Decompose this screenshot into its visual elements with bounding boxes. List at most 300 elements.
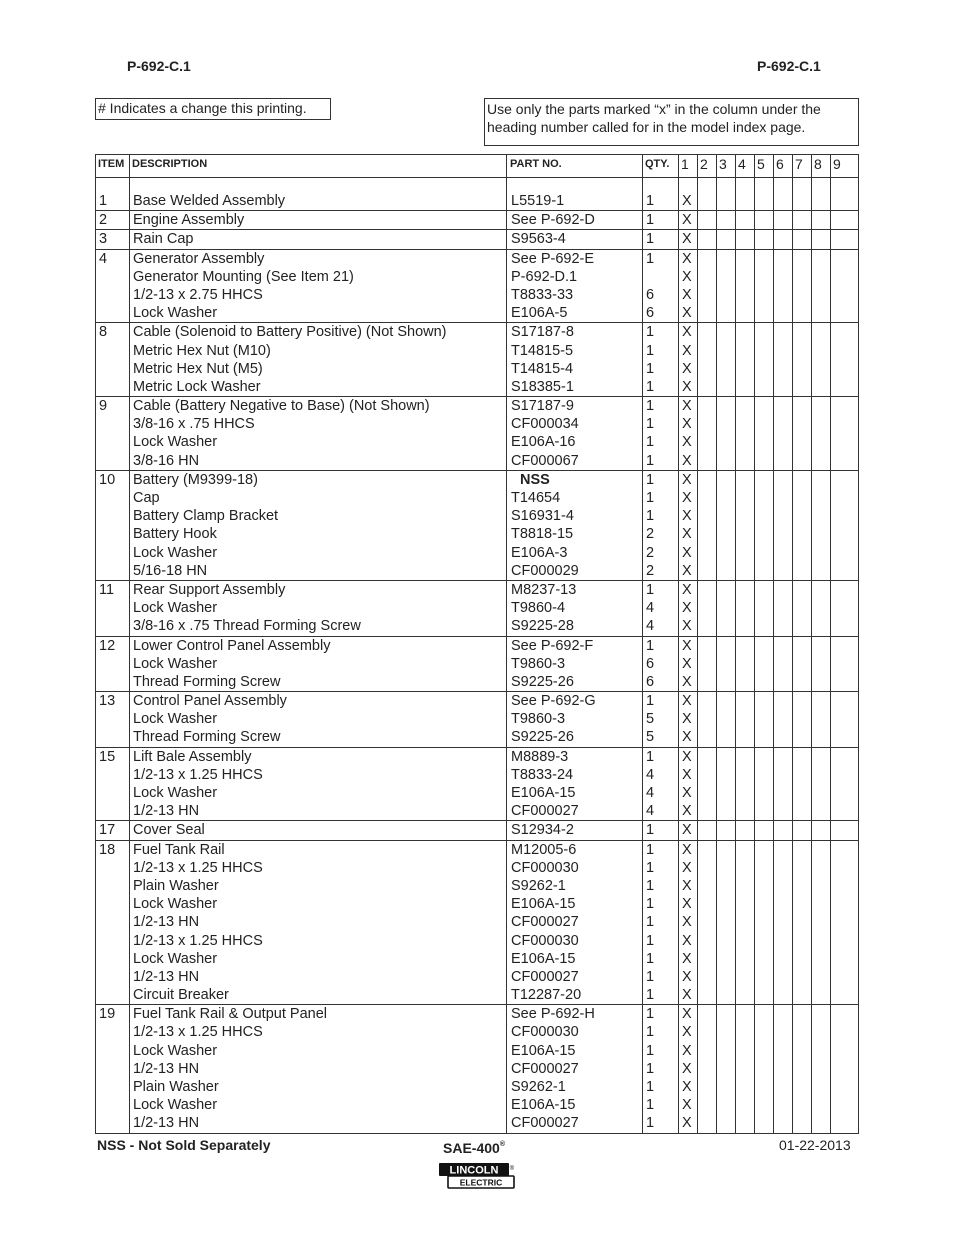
item-number: 8 [99,324,108,341]
item-number: 2 [99,212,108,229]
table-row [96,304,858,322]
item-description: Cover Seal [133,822,205,839]
table-row [96,968,858,986]
part-number: S17187-9 [511,398,574,415]
item-description: 5/16-18 HN [133,562,208,579]
model-1-mark: X [682,932,692,949]
quantity: 1 [646,748,655,765]
part-number: T8833-24 [511,766,574,783]
model-1-mark: X [682,950,692,967]
part-number: CF000027 [511,803,579,820]
item-number: 3 [99,231,108,248]
quantity: 1 [646,859,655,876]
item-description: Lock Washer [133,785,218,801]
item-description: 3/8-16 x .75 HHCS [133,416,255,433]
model-1-mark: X [682,841,692,858]
item-number: 4 [99,250,108,267]
quantity: 6 [646,655,655,672]
model-1-mark: X [682,987,692,1004]
table-row [96,1042,858,1060]
part-number: E106A-16 [511,434,576,451]
model-1-mark: X [682,600,692,617]
item-description: Cable (Battery Negative to Base) (Not Shown) [133,398,430,415]
item-group [96,821,858,840]
model-1-mark: X [682,398,692,415]
table-row [96,1005,858,1023]
item-group [96,230,858,249]
item-group [96,748,858,822]
model-column-header: 9 [833,156,841,172]
item-description: Lock Washer [133,950,218,967]
part-number: See P-692-G [511,693,596,710]
item-number: 11 [99,581,115,598]
parts-table [95,154,859,1134]
item-description: 1/2-13 HN [133,914,200,931]
table-row [96,784,858,802]
table-row [96,192,858,210]
item-description: Metric Hex Nut (M10) [133,342,271,359]
model-column-header: 6 [776,156,784,172]
part-number: See P-692-D [511,212,595,229]
part-number: CF000027 [511,968,579,985]
quantity: 1 [646,360,655,377]
item-description: Lift Bale Assembly [133,748,252,765]
model-1-mark: X [682,896,692,913]
item-description: 3/8-16 x .75 Thread Forming Screw [133,618,361,635]
quantity: 1 [646,490,655,506]
item-description: Control Panel Assembly [133,693,287,710]
item-description: Lower Control Panel Assembly [133,637,331,654]
model-1-mark: X [682,1079,692,1095]
part-number: S17187-8 [511,324,574,341]
item-description: Lock Washer [133,711,218,728]
table-row [96,859,858,877]
quantity: 1 [646,822,655,839]
lincoln-electric-logo [438,1162,516,1190]
model-1-mark: X [682,342,692,359]
part-number: CF000030 [511,1024,579,1041]
table-row [96,525,858,543]
model-1-mark: X [682,859,692,876]
model-1-mark: X [682,766,692,783]
table-row [96,617,858,635]
quantity: 1 [646,896,655,913]
table-row [96,710,858,728]
model-column-header: 8 [814,156,822,172]
model-1-mark: X [682,490,692,506]
model-1-mark: X [682,1097,692,1114]
item-description: Battery Hook [133,526,217,543]
table-row [96,1114,858,1132]
model-1-mark: X [682,562,692,579]
quantity: 6 [646,305,655,322]
quantity: 1 [646,1060,655,1077]
part-number: E106A-5 [511,305,568,322]
part-number: E106A-3 [511,544,568,561]
model-1-mark: X [682,305,692,322]
model-1-mark: X [682,581,692,598]
part-number: E106A-15 [511,1097,576,1114]
model-1-mark: X [682,618,692,635]
quantity: 1 [646,1079,655,1095]
header-part-no: PART NO. [510,158,562,170]
item-description: Metric Lock Washer [133,378,261,395]
table-row [96,637,858,655]
model-column-header: 5 [757,156,765,172]
model-1-mark: X [682,637,692,654]
quantity: 4 [646,785,655,801]
item-description: Base Welded Assembly [133,193,286,209]
part-number: S9262-1 [511,877,566,894]
quantity: 4 [646,600,655,617]
model-1-mark: X [682,1042,692,1059]
quantity: 1 [646,637,655,654]
part-number: S12934-2 [511,822,574,839]
part-number: S16931-4 [511,508,574,525]
part-number: S9262-1 [511,1079,566,1095]
quantity: 1 [646,1006,655,1023]
quantity: 1 [646,1115,655,1132]
model-1-mark: X [682,711,692,728]
item-description: Lock Washer [133,434,218,451]
table-row [96,1060,858,1078]
model-column-header: 2 [700,156,708,172]
model-1-mark: X [682,1060,692,1077]
item-group [96,192,858,211]
item-group [96,471,858,581]
model-1-mark: X [682,1115,692,1132]
item-description: Battery Clamp Bracket [133,508,279,525]
item-description: Lock Washer [133,1042,218,1059]
quantity: 1 [646,193,655,209]
table-row [96,821,858,839]
table-row [96,728,858,746]
item-number: 13 [99,693,116,710]
table-row [96,802,858,820]
quantity: 1 [646,877,655,894]
table-row [96,673,858,691]
quantity: 2 [646,544,655,561]
quantity: 1 [646,212,655,229]
model-label: SAE-400 [443,1140,500,1156]
model-1-mark: X [682,378,692,395]
page-code-right: P-692-C.1 [757,58,821,74]
part-number: CF000067 [511,452,579,469]
quantity: 1 [646,231,655,248]
table-row [96,323,858,341]
model-name [443,1140,505,1156]
item-description: Lock Washer [133,305,218,322]
model-1-mark: X [682,914,692,931]
part-number: T9860-3 [511,655,566,672]
table-row [96,342,858,360]
quantity: 1 [646,508,655,525]
header-qty: QTY. [645,158,670,170]
item-description: 1/2-13 HN [133,803,200,820]
usage-note: Use only the parts marked “x” in the column under the heading number called for in the model index page. [484,98,859,146]
model-1-mark: X [682,193,692,209]
model-1-mark: X [682,655,692,672]
part-number: S9563-4 [511,231,566,248]
model-1-mark: X [682,471,692,488]
table-row [96,599,858,617]
item-group [96,397,858,471]
table-row [96,877,858,895]
item-description: 1/2-13 x 1.25 HHCS [133,1024,263,1041]
quantity: 1 [646,1024,655,1041]
table-row [96,841,858,859]
quantity: 1 [646,378,655,395]
part-number: T14815-5 [511,342,574,359]
quantity: 1 [646,1097,655,1114]
item-description: Lock Washer [133,1097,218,1114]
quantity: 4 [646,766,655,783]
item-number: 18 [99,841,116,858]
part-number: E106A-15 [511,1042,576,1059]
item-description: 1/2-13 x 1.25 HHCS [133,859,263,876]
part-number: CF000029 [511,562,579,579]
item-description: Cap [133,490,160,506]
table-row [96,766,858,784]
item-description: Metric Hex Nut (M5) [133,360,263,377]
quantity: 1 [646,324,655,341]
quantity: 1 [646,342,655,359]
table-row [96,268,858,286]
part-number: E106A-15 [511,896,576,913]
table-row [96,748,858,766]
table-row [96,1023,858,1041]
quantity: 1 [646,1042,655,1059]
item-description: Lock Washer [133,655,218,672]
part-number: M8237-13 [511,581,577,598]
quantity: 1 [646,950,655,967]
part-number: S18385-1 [511,378,574,395]
print-date: 01-22-2013 [779,1137,851,1153]
model-1-mark: X [682,526,692,543]
item-number: 9 [99,398,108,415]
part-number: S9225-26 [511,729,574,746]
item-description: 1/2-13 x 1.25 HHCS [133,932,263,949]
part-number: CF000030 [511,932,579,949]
item-description: 1/2-13 x 2.75 HHCS [133,286,263,303]
part-number: E106A-15 [511,950,576,967]
item-group [96,1005,858,1132]
header-description: DESCRIPTION [132,158,208,170]
table-row [96,507,858,525]
quantity: 5 [646,729,655,746]
table-row [96,986,858,1004]
model-1-mark: X [682,877,692,894]
part-number: T8818-15 [511,526,574,543]
model-1-mark: X [682,268,692,285]
change-note: # Indicates a change this printing. [95,98,331,120]
item-number: 15 [99,748,116,765]
part-number: CF000034 [511,416,579,433]
quantity: 6 [646,673,655,690]
quantity: 1 [646,250,655,267]
item-group [96,211,858,230]
table-row [96,250,858,268]
logo-mark: ® [509,1166,515,1172]
table-row [96,397,858,415]
quantity: 1 [646,914,655,931]
model-1-mark: X [682,250,692,267]
item-description: 3/8-16 HN [133,452,200,469]
part-number: T14815-4 [511,360,574,377]
item-description: Rear Support Assembly [133,581,286,598]
part-number: M12005-6 [511,841,577,858]
model-1-mark: X [682,1006,692,1023]
item-number: 12 [99,637,116,654]
item-description: Thread Forming Screw [133,673,281,690]
quantity: 1 [646,452,655,469]
table-row [96,489,858,507]
part-number: See P-692-E [511,250,595,267]
table-row [96,692,858,710]
part-number: CF000030 [511,859,579,876]
part-number: T9860-3 [511,711,566,728]
table-row [96,544,858,562]
quantity: 1 [646,693,655,710]
table-row [96,360,858,378]
item-description: Plain Washer [133,1079,219,1095]
model-1-mark: X [682,434,692,451]
part-number: E106A-15 [511,785,576,801]
item-description: Fuel Tank Rail & Output Panel [133,1006,327,1023]
model-1-mark: X [682,452,692,469]
quantity: 1 [646,434,655,451]
model-1-mark: X [682,212,692,229]
table-row [96,895,858,913]
item-description: Cable (Solenoid to Battery Positive) (Not Shown) [133,324,447,341]
table-body [96,192,858,1133]
part-number: S9225-28 [511,618,574,635]
logo-bottom-text: ELECTRIC [459,1177,503,1188]
quantity: 2 [646,526,655,543]
quantity: 1 [646,987,655,1004]
model-1-mark: X [682,286,692,303]
item-group [96,250,858,324]
item-description: Lock Washer [133,544,218,561]
model-1-mark: X [682,693,692,710]
item-description: Lock Washer [133,896,218,913]
nss-note: NSS - Not Sold Separately [97,1137,271,1153]
table-header [96,155,858,178]
table-row [96,452,858,470]
part-number: NSS [520,471,550,488]
header-item: ITEM [98,158,125,170]
registered-mark: ® [499,1141,505,1148]
model-1-mark: X [682,748,692,765]
table-row [96,415,858,433]
item-description: 1/2-13 x 1.25 HHCS [133,766,263,783]
part-number: T14654 [511,490,561,506]
quantity: 6 [646,286,655,303]
quantity: 1 [646,932,655,949]
item-description: Circuit Breaker [133,987,229,1004]
item-description: Plain Washer [133,877,219,894]
table-row [96,932,858,950]
part-number: CF000027 [511,1060,579,1077]
model-column-header: 7 [795,156,803,172]
model-column-header: 3 [719,156,727,172]
item-description: Generator Mounting (See Item 21) [133,268,354,285]
item-number: 19 [99,1006,116,1023]
quantity: 4 [646,618,655,635]
model-column-header: 4 [738,156,746,172]
table-row [96,230,858,248]
model-1-mark: X [682,803,692,820]
item-description: Generator Assembly [133,250,265,267]
model-1-mark: X [682,673,692,690]
model-1-mark: X [682,324,692,341]
item-group [96,581,858,637]
quantity: 1 [646,841,655,858]
item-description: 1/2-13 HN [133,1060,200,1077]
table-row [96,655,858,673]
logo-top-text: LINCOLN [449,1164,499,1177]
item-group [96,692,858,748]
part-number: See P-692-F [511,637,594,654]
table-row [96,378,858,396]
item-number: 1 [99,193,108,209]
part-number: T8833-33 [511,286,574,303]
table-row [96,211,858,229]
item-description: Lock Washer [133,600,218,617]
quantity: 1 [646,471,655,488]
table-row [96,913,858,931]
model-1-mark: X [682,822,692,839]
model-1-mark: X [682,729,692,746]
quantity: 1 [646,398,655,415]
part-number: L5519-1 [511,193,565,209]
item-number: 17 [99,822,116,839]
item-group [96,841,858,1006]
part-number: CF000027 [511,1115,579,1132]
item-description: Thread Forming Screw [133,729,281,746]
table-row [96,562,858,580]
table-row [96,1078,858,1096]
item-number: 10 [99,471,116,488]
item-description: Engine Assembly [133,212,245,229]
part-number: P-692-D.1 [511,268,578,285]
model-column-header: 1 [681,156,689,172]
table-row [96,581,858,599]
quantity: 1 [646,968,655,985]
table-row [96,286,858,304]
quantity: 2 [646,562,655,579]
model-1-mark: X [682,1024,692,1041]
part-number: M8889-3 [511,748,569,765]
item-description: 1/2-13 HN [133,1115,200,1132]
part-number: T9860-4 [511,600,566,617]
item-group [96,637,858,693]
model-1-mark: X [682,968,692,985]
part-number: T12287-20 [511,987,582,1004]
quantity: 1 [646,581,655,598]
model-1-mark: X [682,785,692,801]
table-row [96,471,858,489]
model-1-mark: X [682,508,692,525]
quantity: 5 [646,711,655,728]
model-1-mark: X [682,231,692,248]
model-1-mark: X [682,416,692,433]
part-number: See P-692-H [511,1006,595,1023]
part-number: CF000027 [511,914,579,931]
quantity: 4 [646,803,655,820]
table-row [96,950,858,968]
model-1-mark: X [682,360,692,377]
